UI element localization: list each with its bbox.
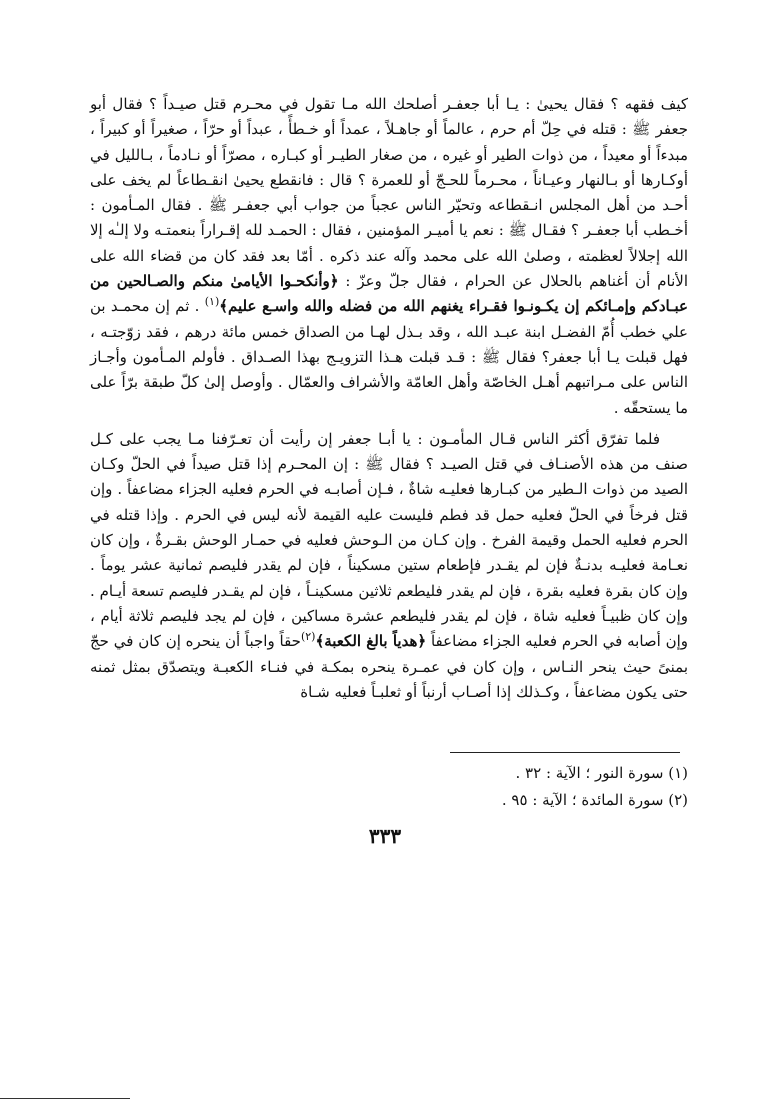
quran-verse: ﴿وأنكحـوا الأيامىٰ منكم والصـالحين من عبـادكم وإمـائكم إن يكـونـوا فقـراء يغنهم الله من فضله والله واسـع عليم﴾: [90, 272, 688, 316]
scan-edge-line: [0, 1098, 130, 1099]
paragraph-text: فلما تفرّق أكثر الناس قـال المأمـون : يا أبـا جعفر إن رأيت أن تعـرّفنا مـا يجب على كـل صنف من هذه الأصنـاف في قتل الصيـد ؟ فقال ﷺ : إن المحـرم إذا قتل صيداً في الحلّ وكـان الصيد من ذوات الـطير من كبـارها فعليـه شاةٌ ، فـإن أصابـه في الحرم فعليه الجزاء مضاعفاً . وإن قتل فرخاً في الحلّ فعليه حمل قد فطم فليست عليه القيمة لأنه ليس في الحرم . وإذا قتله في الحرم فعليه الحمل وقيمة الفرخ . وإن كـان من الـوحش فعليه في حمـار الوحش بقـرةٌ ، وإن كان نعـامة فعليـه بدنـةٌ فإن لم يقـدر فإطعام ستين مسكيناً ، فإن لم يقدر فليصم ثمانية عشر يوماً . وإن كان بقرة فعليه بقرة ، فإن لم يقدر فليطعم ثلاثين مسكينـاً ، فإن لم يقـدر فليصم تسعة أيـام . وإن كان ظبيـاً فعليه شاة ، فإن لم يقدر فليطعم عشرة مساكين ، فإن لم يجد فليصم ثلاثة أيام ، وإن أصابه في الحرم فعليه الجزاء مضاعفاً: [90, 429, 689, 651]
footnote-divider: [450, 752, 680, 753]
footnote: (١) سورة النور ؛ الآية : ٣٢ .: [515, 764, 688, 782]
paragraph: [90, 92, 688, 421]
page-content: [90, 92, 688, 705]
footnotes: [90, 760, 688, 814]
quran-verse: ﴿هدياً بالغ الكعبة﴾: [315, 632, 427, 651]
footnote-reference: (١): [204, 295, 220, 309]
footnote-reference: (٢): [300, 630, 316, 644]
main-text: [90, 92, 688, 705]
paragraph-text: حقاً واجباً أن ينحره إن كان في حجّ بمنىً حيث ينحر النـاس ، وإن كان في عمـرة ينحره بمكـة في فنـاء الكعبـة ويتصدّق بمثل ثمنه حتى يكون مضاعفاً ، وكـذلك إذا أصـاب أرنباً أو ثعلبـاً فعليه شـاة: [90, 632, 688, 701]
paragraph: [90, 427, 688, 705]
paragraph-text: . ثم إن محمـد بن علي خطب أُمّ الفضـل ابنة عبـد الله ، وقد بـذل لهـا من الصداق خمس مائة درهم ، فقد زوّجتـه ، فهل قبلت يـا أبا جعفر؟ فقال ﷺ : قـد قبلت هـذا التزويـج بهذا الصـداق . فأولم المـأمون وأجـاز الناس على مـراتبهم أهـل الخاصّة وأهل العامّة والأشراف والعمّال . وأوصل إلىٰ كلّ طبقة برّاً على ما يستحقّه .: [90, 297, 688, 417]
paragraph-text: كيف فقهه ؟ فقال يحيىٰ : يـا أبا جعفـر أصلحك الله مـا تقول في محـرم قتل صيـداً ؟ فقال أبو جعفر ﷺ : قتله في حِلّ أم حرم ، عالماً أو جاهـلاً ، عمداً أو خـطأً ، عبداً أو حرّاً ، صغيراً أو كبيراً ، مبدءاً أو معيداً ، من ذوات الطير أو غيره ، من صغار الطيـر أو كبـاره ، مصرّاً أو نـادماً ، بـالليل في أوكـارها أو بـالنهار وعيـاناً ، محـرماً للحـجّ أو للعمرة ؟ قال : فانقطع يحيىٰ انقـطاعاً لم يخف على أحـد من أهل المجلس انـقطاعه وتحيّر الناس عجباً من جواب أبي جعفـر ﷺ . فقال المـأمون : أخـطب أبا جعفـر ؟ فقـال ﷺ : نعم يا أميـر المؤمنين ، فقال : الحمـد لله إقـراراً بنعمتـه ولا إلـٰه إلا الله إجلالاً لعظمته ، وصلىٰ الله على محمد وآله عند ذكره . أمّا بعد فقد كان من قضاء الله على الأنام أن أغناهم بالحلال عن الحرام ، فقال جلّ وعزّ :: [90, 95, 688, 291]
page-number: ٣٣٣: [368, 824, 402, 848]
footnote: (٢) سورة المائدة ؛ الآية : ٩٥ .: [501, 791, 688, 809]
